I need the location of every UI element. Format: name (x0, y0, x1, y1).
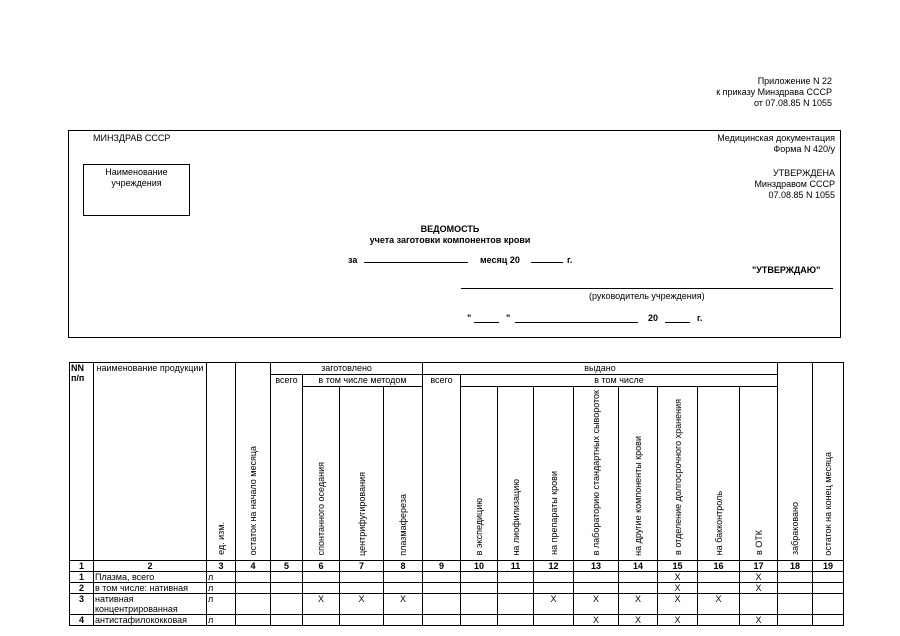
header-including: в том числе (461, 375, 778, 387)
approved-block (754, 168, 835, 201)
table-cell[interactable] (271, 583, 303, 594)
header-unit: ед. изм. (207, 363, 236, 561)
table-cell[interactable]: X (340, 594, 384, 615)
table-cell[interactable] (303, 615, 340, 626)
header-lab-sera: в лабораторию стандартных сывороток (574, 387, 619, 561)
table-cell[interactable] (778, 594, 813, 615)
table-cell[interactable] (423, 572, 461, 583)
column-number: 7 (340, 561, 384, 572)
table-cell[interactable] (534, 615, 574, 626)
row-number: 3 (70, 594, 94, 615)
header-start-balance: остаток на начало месяца (236, 363, 271, 561)
table-cell[interactable] (574, 583, 619, 594)
approve-caption: "УТВЕРЖДАЮ" (752, 265, 821, 275)
table-row (70, 583, 844, 594)
table-cell[interactable]: X (658, 583, 698, 594)
table-cell[interactable]: X (658, 572, 698, 583)
row-number: 1 (70, 572, 94, 583)
table-cell[interactable] (813, 594, 844, 615)
table-cell[interactable] (498, 594, 534, 615)
table-cell[interactable] (236, 572, 271, 583)
table-cell[interactable]: X (534, 594, 574, 615)
header-lyophilization: на лиофилизацию (498, 387, 534, 561)
table-cell[interactable]: X (658, 594, 698, 615)
date-suffix: г. (697, 313, 703, 323)
column-number: 11 (498, 561, 534, 572)
appendix-line-3: от 07.08.85 N 1055 (754, 98, 832, 108)
table-cell[interactable] (619, 572, 658, 583)
table-cell[interactable] (574, 572, 619, 583)
table-cell[interactable]: X (698, 594, 740, 615)
table-cell[interactable] (534, 572, 574, 583)
header-procured: заготовлено (271, 363, 423, 375)
table-cell[interactable] (303, 572, 340, 583)
doc-title: ВЕДОМОСТЬ (420, 224, 480, 234)
blood-components-table (69, 362, 844, 626)
table-cell[interactable] (461, 572, 498, 583)
appendix-line-2: к приказу Минздрава СССР (716, 87, 832, 97)
table-cell[interactable] (340, 572, 384, 583)
header-plasmapheresis: плазмафереза (384, 387, 423, 561)
column-number: 18 (778, 561, 813, 572)
table-cell[interactable] (340, 615, 384, 626)
table-cell[interactable]: X (574, 594, 619, 615)
column-number: 17 (740, 561, 778, 572)
header-name: наименование продукции (94, 363, 207, 561)
table-cell: л (207, 615, 236, 626)
header-nn: NN п/п (70, 363, 94, 561)
row-number: 4 (70, 615, 94, 626)
year-blank[interactable] (531, 262, 563, 263)
header-other-components: на другие компоненты крови (619, 387, 658, 561)
table-cell[interactable] (423, 583, 461, 594)
table-cell[interactable] (236, 594, 271, 615)
header-expedition: в экспедицию (461, 387, 498, 561)
table-cell[interactable] (698, 572, 740, 583)
column-number: 12 (534, 561, 574, 572)
day-blank[interactable] (474, 322, 499, 323)
product-name: нативная концентрированная (94, 594, 207, 615)
approved-line-3: 07.08.85 N 1055 (768, 190, 835, 200)
header-long-storage: в отделение долгосрочного хранения (658, 387, 698, 561)
table-cell[interactable] (384, 583, 423, 594)
header-end-balance: остаток на конец месяца (813, 363, 844, 561)
header-issued: выдано (423, 363, 778, 375)
date-quote-open: " (467, 313, 472, 323)
table-cell[interactable] (698, 583, 740, 594)
appendix-block (716, 76, 832, 109)
month-blank[interactable] (515, 322, 638, 323)
table-cell[interactable] (698, 615, 740, 626)
table-cell[interactable] (236, 583, 271, 594)
table-cell[interactable] (534, 583, 574, 594)
table-cell[interactable]: X (740, 583, 778, 594)
date-20: 20 (648, 313, 659, 323)
table-cell[interactable] (236, 615, 271, 626)
table-row (70, 594, 844, 615)
table-cell[interactable] (271, 615, 303, 626)
column-number: 3 (207, 561, 236, 572)
appendix-line-1: Приложение N 22 (757, 76, 832, 86)
column-number-row (70, 561, 844, 572)
table-cell[interactable]: X (574, 615, 619, 626)
table-cell[interactable] (778, 615, 813, 626)
table-cell[interactable] (498, 583, 534, 594)
table-cell[interactable] (303, 583, 340, 594)
table-cell[interactable] (423, 594, 461, 615)
table-cell[interactable] (498, 572, 534, 583)
form-number: Форма N 420/у (773, 144, 835, 154)
table-cell[interactable] (461, 615, 498, 626)
doc-type: Медицинская документация (717, 133, 835, 143)
table-row (70, 572, 844, 583)
header-issued-total: всего (423, 375, 461, 561)
table-cell[interactable]: X (740, 615, 778, 626)
signature-line[interactable] (461, 288, 833, 289)
table-cell[interactable]: X (658, 615, 698, 626)
table-cell[interactable] (498, 615, 534, 626)
table-cell[interactable] (384, 572, 423, 583)
table-cell[interactable]: X (619, 615, 658, 626)
table-cell[interactable] (813, 572, 844, 583)
column-number: 13 (574, 561, 619, 572)
column-number: 4 (236, 561, 271, 572)
table-cell[interactable] (740, 594, 778, 615)
table-cell[interactable] (778, 583, 813, 594)
table-cell[interactable] (271, 572, 303, 583)
header-spontaneous: спонтанного оседания (303, 387, 340, 561)
table-cell: л (207, 594, 236, 615)
ministry-label: МИНЗДРАВ СССР (93, 133, 171, 143)
product-name: Плазма, всего (94, 572, 207, 583)
column-number: 10 (461, 561, 498, 572)
date-year-blank[interactable] (665, 322, 690, 323)
column-number: 19 (813, 561, 844, 572)
period-month: месяц 20 (480, 255, 520, 265)
header-otk: в ОТК (740, 387, 778, 561)
doc-type-block (717, 133, 835, 155)
period-year-suffix: г. (567, 255, 573, 265)
column-number: 16 (698, 561, 740, 572)
header-by-method: в том числе методом (303, 375, 423, 387)
table-cell: л (207, 572, 236, 583)
table-cell[interactable] (619, 583, 658, 594)
table-cell[interactable] (340, 583, 384, 594)
row-number: 2 (70, 583, 94, 594)
approved-line-2: Минздравом СССР (754, 179, 835, 189)
column-number: 9 (423, 561, 461, 572)
institution-box[interactable] (83, 164, 190, 216)
column-number: 15 (658, 561, 698, 572)
table-cell[interactable] (461, 594, 498, 615)
table-cell[interactable]: X (740, 572, 778, 583)
table-cell[interactable]: X (619, 594, 658, 615)
table-cell[interactable] (461, 583, 498, 594)
column-number: 5 (271, 561, 303, 572)
column-number: 2 (94, 561, 207, 572)
table-cell[interactable]: X (384, 594, 423, 615)
period-blank[interactable] (364, 262, 468, 263)
column-number: 14 (619, 561, 658, 572)
table-cell[interactable] (813, 615, 844, 626)
table-cell[interactable] (423, 615, 461, 626)
table-cell[interactable] (271, 594, 303, 615)
product-name: в том числе: нативная (94, 583, 207, 594)
product-name: антистафилококковая (94, 615, 207, 626)
table-cell: л (207, 583, 236, 594)
institution-label: Наименование учреждения (105, 167, 168, 188)
header-bak-control: на бакконтроль (698, 387, 740, 561)
header-rejected: забраковано (778, 363, 813, 561)
approved-line-1: УТВЕРЖДЕНА (772, 168, 835, 178)
column-number: 8 (384, 561, 423, 572)
header-centrifugation: центрифугирования (340, 387, 384, 561)
table-cell[interactable] (813, 583, 844, 594)
date-quote-close: " (506, 313, 511, 323)
table-cell[interactable] (384, 615, 423, 626)
column-number: 6 (303, 561, 340, 572)
period-for: за (348, 255, 358, 265)
table-row (70, 615, 844, 626)
table-cell[interactable] (778, 572, 813, 583)
header-procured-total: всего (271, 375, 303, 561)
head-caption: (руководитель учреждения) (589, 291, 705, 301)
table-cell[interactable]: X (303, 594, 340, 615)
header-blood-preparations: на препараты крови (534, 387, 574, 561)
column-number: 1 (70, 561, 94, 572)
doc-subtitle: учета заготовки компонентов крови (369, 235, 531, 245)
